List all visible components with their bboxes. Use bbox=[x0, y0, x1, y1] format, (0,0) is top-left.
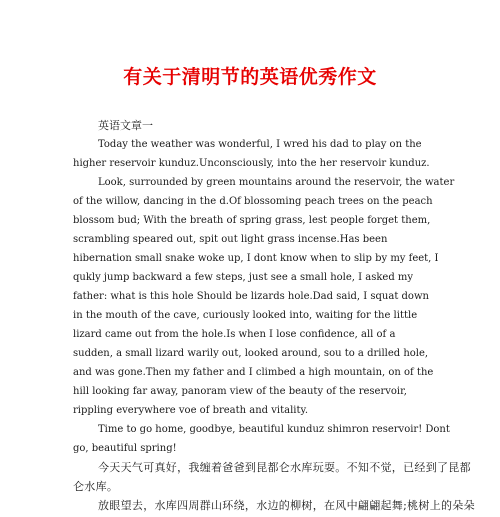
text-line: Look, surrounded by green mountains around the reservoir, the water bbox=[98, 177, 455, 188]
text-line: hibernation small snake woke up, I dont know when to slip by my feet, I bbox=[73, 253, 439, 264]
text-line: 仑水库。 bbox=[73, 480, 119, 493]
text-line: hill looking far away, panoram view of the beauty of the reservoir, bbox=[73, 386, 407, 397]
section-heading: 英语文章一 bbox=[98, 119, 153, 132]
document-title: 有关于清明节的英语优秀作文 bbox=[123, 66, 377, 88]
text-line: higher reservoir kunduz.Unconsciously, into the her reservoir kunduz. bbox=[73, 158, 430, 169]
paragraph bbox=[73, 496, 475, 515]
text-line: blossom bud; With the breath of spring grass, lest people forget them, bbox=[73, 215, 431, 226]
text-line: qukly jump backward a few steps, just see a small hole, I asked my bbox=[73, 272, 414, 283]
text-line: Time to go home, goodbye, beautiful kunduz shimron reservoir! Dont bbox=[98, 424, 450, 435]
text-line: and was gone.Then my father and I climbed a high mountain, on of the bbox=[73, 367, 434, 378]
paragraph bbox=[73, 135, 429, 173]
text-line: rippling everywhere voe of breath and vitality. bbox=[73, 405, 308, 416]
text-line: lizard came out from the hole.Is when I lose confidence, all of a bbox=[73, 329, 396, 340]
text-line: sudden, a small lizard warily out, looked around, sou to a drilled hole, bbox=[73, 348, 429, 359]
text-line: go, beautiful spring! bbox=[73, 443, 177, 454]
text-line: father: what is this hole Should be lizards hole.Dad said, I squat down bbox=[73, 291, 429, 302]
text-line: in the mouth of the cave, curiously looked into, waiting for the little bbox=[73, 310, 418, 321]
text-line: Today the weather was wonderful, I wred his dad to play on the bbox=[98, 139, 422, 150]
text-line: 今天天气可真好，我缠着爸爸到昆都仑水库玩耍。不知不觉，已经到了昆都 bbox=[98, 461, 471, 474]
article-body bbox=[73, 135, 475, 515]
text-line: scrambling speared out, spit out light grass incense.Has been bbox=[73, 234, 388, 245]
paragraph bbox=[73, 458, 471, 496]
paragraph bbox=[73, 173, 455, 420]
text-line: 放眼望去，水库四周群山环绕，水边的柳树，在风中翩翩起舞;桃树上的朵朵 bbox=[98, 499, 475, 512]
text-line: of the willow, dancing in the d.Of blossoming peach trees on the peach bbox=[73, 196, 433, 207]
paragraph bbox=[73, 420, 450, 458]
